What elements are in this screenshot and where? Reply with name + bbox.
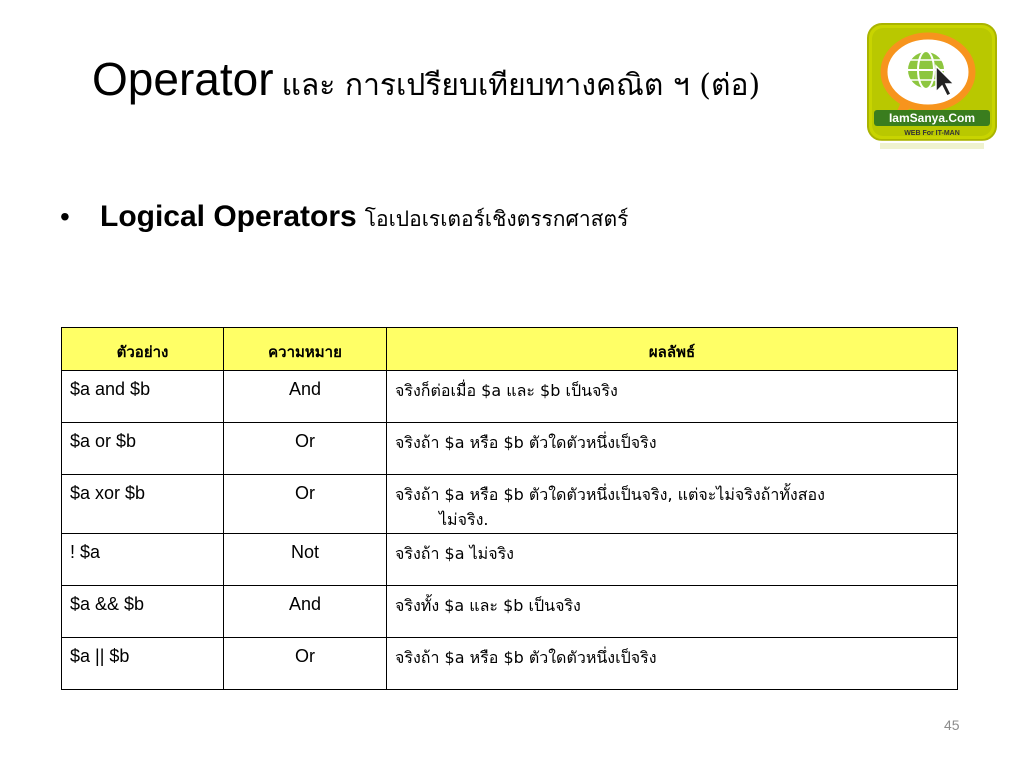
table-row — [62, 475, 958, 534]
table-row — [62, 534, 958, 586]
bullet-logical-operators — [60, 200, 628, 236]
result-text: จริงถ้า $a หรือ $b ตัวใดตัวหนึ่งเป็จริง — [395, 433, 657, 452]
slide-title — [92, 53, 761, 105]
cell-example: $a or $b — [62, 423, 224, 475]
logo-tagline: WEB For IT-MAN — [904, 130, 960, 137]
table-header-row — [62, 328, 958, 371]
cell-meaning: Or — [224, 423, 387, 475]
title-thai: และ การเปรียบเทียบทางคณิต ฯ (ต่อ) — [281, 68, 761, 103]
logo-graphic — [866, 22, 998, 172]
result-text: จริงทั้ง $a และ $b เป็นจริง — [395, 596, 581, 615]
table-row — [62, 586, 958, 638]
header-example: ตัวอย่าง — [62, 328, 224, 371]
cell-meaning: Or — [224, 475, 387, 534]
cell-meaning: And — [224, 371, 387, 423]
cell-meaning: Or — [224, 638, 387, 690]
header-result: ผลลัพธ์ — [387, 328, 958, 371]
cell-meaning: And — [224, 586, 387, 638]
cell-example: $a xor $b — [62, 475, 224, 534]
result-text: จริงถ้า $a หรือ $b ตัวใดตัวหนึ่งเป็จริง — [395, 648, 657, 667]
result-text: จริงถ้า $a ไม่จริง — [395, 544, 514, 563]
header-meaning: ความหมาย — [224, 328, 387, 371]
result-text: จริงถ้า $a หรือ $b ตัวใดตัวหนึ่งเป็นจริง, แต่จะไม่จริงถ้าทั้งสอง — [395, 485, 825, 504]
cell-example: ! $a — [62, 534, 224, 586]
page-number: 45 — [944, 717, 960, 733]
table-row — [62, 371, 958, 423]
cell-example: $a && $b — [62, 586, 224, 638]
cell-result — [387, 371, 958, 423]
cell-result — [387, 475, 958, 534]
cell-result — [387, 534, 958, 586]
bullet-thai-text: โอเปอเรเตอร์เชิงตรรกศาสตร์ — [364, 207, 629, 231]
cell-result — [387, 586, 958, 638]
table-row — [62, 638, 958, 690]
cell-example: $a and $b — [62, 371, 224, 423]
logical-operators-table — [61, 327, 958, 690]
bullet-heading: Logical Operators — [100, 200, 357, 233]
cell-result — [387, 423, 958, 475]
cell-result — [387, 638, 958, 690]
cell-example: $a || $b — [62, 638, 224, 690]
cell-meaning: Not — [224, 534, 387, 586]
result-text: จริงก็ต่อเมื่อ $a และ $b เป็นจริง — [395, 381, 618, 400]
logo-text: IamSanya.Com — [888, 111, 976, 125]
bullet-icon: • — [60, 201, 70, 232]
iamsanya-logo — [866, 22, 998, 172]
result-text-continued: ไม่จริง. — [439, 510, 489, 529]
table-row — [62, 423, 958, 475]
title-main: Operator — [92, 53, 274, 105]
